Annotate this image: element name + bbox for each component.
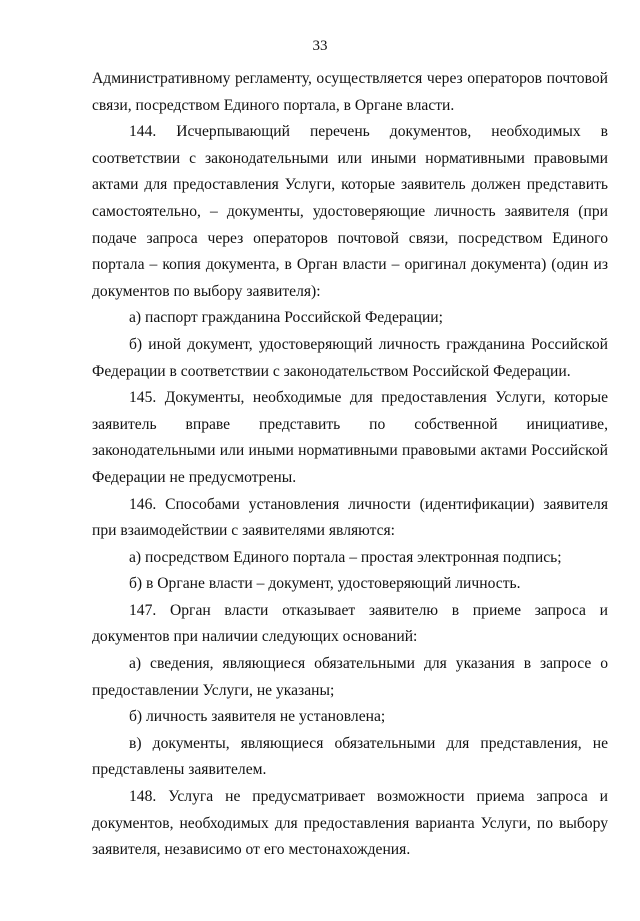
- paragraph-147: 147. Орган власти отказывает заявителю в приеме запроса и документов при наличии следующих оснований:: [92, 601, 608, 646]
- paragraph-148: 148. Услуга не предусматривает возможности приема запроса и документов, необходимых для предоставления варианта Услуги, по выбору заявителя, независимо от его местонахождения.: [92, 788, 608, 859]
- paragraph-146: 146. Способами установления личности (идентификации) заявителя при взаимодействии с заявителями являются:: [92, 495, 608, 540]
- list-item-146-b: б) в Органе власти – документ, удостоверяющий личность.: [129, 575, 521, 593]
- list-item-147-c: в) документы, являющиеся обязательными для представления, не представлены заявителем.: [92, 734, 608, 779]
- paragraph-continuation: Административному регламенту, осуществляется через операторов почтовой связи, посредством Единого портала, в Органе власти.: [92, 70, 608, 114]
- list-item-144-b: б) иной документ, удостоверяющий личность гражданина Российской Федерации в соответствии с законодательством Российской Федерации.: [92, 335, 608, 380]
- list-item-146-a: а) посредством Единого портала – простая электронная подпись;: [129, 548, 562, 566]
- paragraph-144: 144. Исчерпывающий перечень документов, необходимых в соответствии с законодательными или иными нормативными правовыми актами для предоставления Услуги, которые заявитель должен представить самостоятельно, – документы, удостоверяющие личность заявителя (при подаче запроса через операторов почтовой связи, посредством Единого портала – копия документа, в Орган власти – оригинал документа) (один из документов по выбору заявителя):: [92, 123, 608, 300]
- list-item-147-a: а) сведения, являющиеся обязательными для указания в запросе о предоставлении Услуги, не указаны;: [92, 655, 608, 699]
- list-item-147-b: б) личность заявителя не установлена;: [129, 708, 386, 726]
- page-number: 33: [312, 38, 328, 54]
- document-body: [92, 66, 608, 864]
- list-item-144-a: а) паспорт гражданина Российской Федерации;: [129, 309, 443, 327]
- paragraph-145: 145. Документы, необходимые для предоставления Услуги, которые заявитель вправе представить по собственной инициативе, законодательными или иными нормативными правовыми актами Российской Федерации не предусмотрены.: [92, 389, 608, 486]
